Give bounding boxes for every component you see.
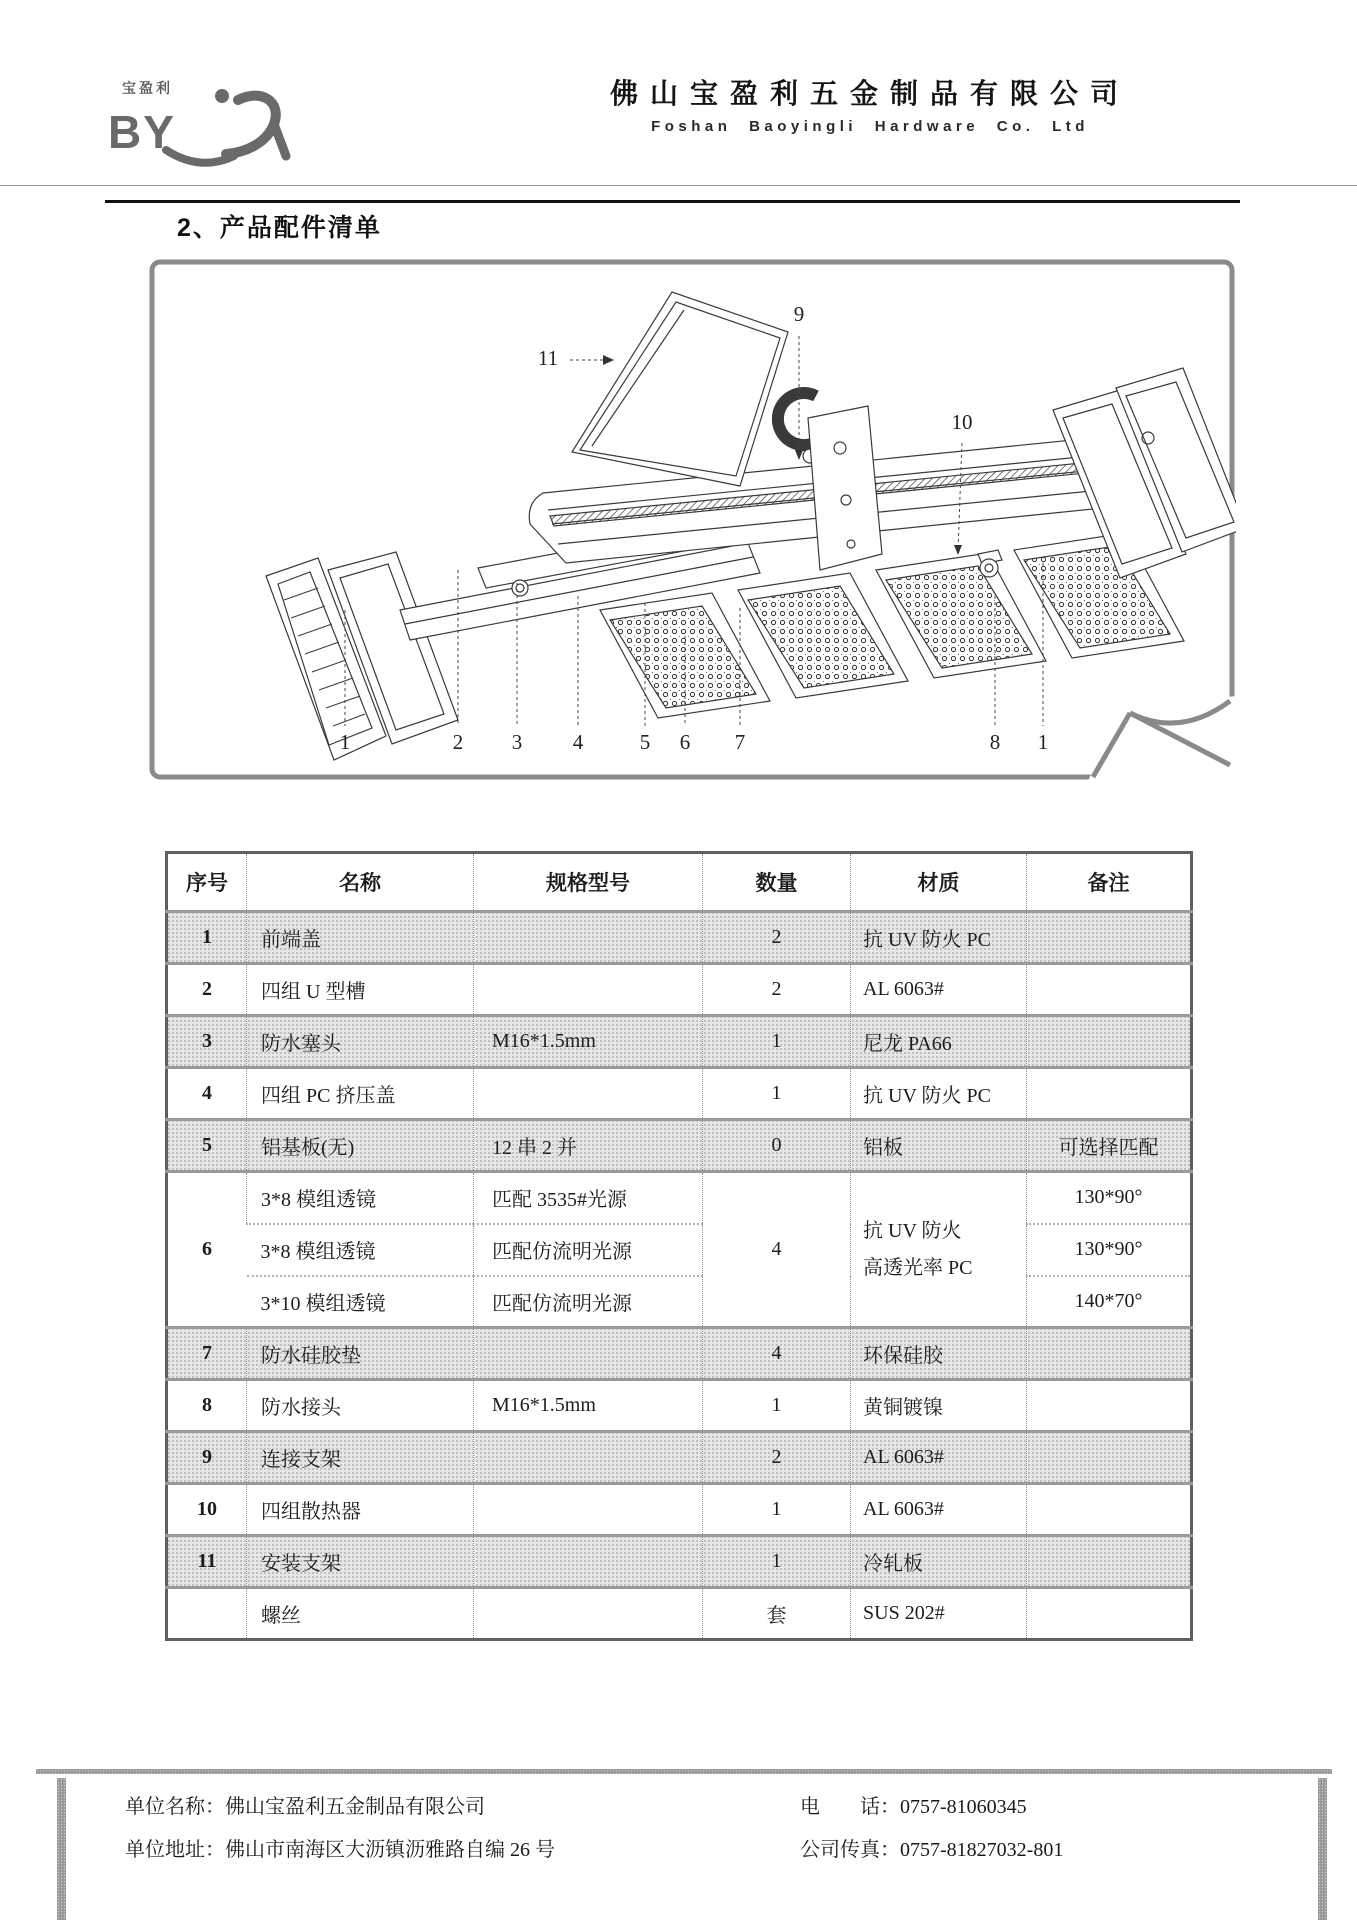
- table-row: 7 防水硅胶垫 4 环保硅胶: [167, 1328, 1192, 1380]
- table-row: 8 防水接头 M16*1.5mm 1 黄铜镀镍: [167, 1380, 1192, 1432]
- table-header-row: [167, 853, 1192, 912]
- table-row: 1 前端盖 2 抗 UV 防火 PC: [167, 912, 1192, 964]
- table-row: 5 铝基板(无) 12 串 2 并 0 铝板 可选择匹配: [167, 1120, 1192, 1172]
- col-header-material: 材质: [851, 853, 1027, 912]
- callout-2: 2: [452, 730, 464, 754]
- row-6-material: 抗 UV 防火 高透光率 PC: [851, 1172, 1027, 1328]
- table-row: 2 四组 U 型槽 2 AL 6063#: [167, 964, 1192, 1016]
- footer-fax: 公司传真：0757-81827032-801: [800, 1839, 1064, 1861]
- header-divider-thin: [0, 185, 1357, 186]
- footer-top-bar: [36, 1769, 1332, 1774]
- footer-right-bar: [1318, 1778, 1327, 1920]
- col-header-name: 名称: [247, 853, 474, 912]
- table-row: 螺丝 套 SUS 202#: [167, 1588, 1192, 1640]
- table-row-6-sub-1: 6 3*8 模组透镜 匹配 3535#光源 4 抗 UV 防火 高透光率 PC 130*90°: [167, 1172, 1192, 1224]
- table-row-6-sub-3: 3*10 模组透镜 匹配仿流明光源 140*70°: [167, 1276, 1192, 1328]
- col-header-spec: 规格型号: [474, 853, 703, 912]
- callout-11: 11: [537, 346, 559, 370]
- callout-3: 3: [511, 730, 523, 754]
- footer-company-name: 单位名称：佛山宝盈利五金制品有限公司: [125, 1796, 485, 1818]
- table-row: 10 四组散热器 1 AL 6063#: [167, 1484, 1192, 1536]
- parts-list-table: [165, 851, 1193, 1641]
- company-name-block: [560, 72, 1180, 135]
- company-logo: [100, 70, 310, 170]
- footer-left-bar: [57, 1778, 66, 1920]
- svg-text:BY: BY: [108, 106, 176, 158]
- callout-4: 4: [572, 730, 584, 754]
- table-row: 11 安装支架 1 冷轧板: [167, 1536, 1192, 1588]
- callout-1b: 1: [1037, 730, 1049, 754]
- callout-1: 1: [339, 730, 351, 754]
- callout-5: 5: [639, 730, 651, 754]
- callout-8: 8: [989, 730, 1001, 754]
- header-divider-thick: [105, 200, 1240, 203]
- callout-9: 9: [793, 302, 805, 326]
- product-figure: [148, 258, 1236, 786]
- col-header-no: 序号: [167, 853, 247, 912]
- callout-6: 6: [679, 730, 691, 754]
- table-row: 4 四组 PC 挤压盖 1 抗 UV 防火 PC: [167, 1068, 1192, 1120]
- table-row: 3 防水塞头 M16*1.5mm 1 尼龙 PA66: [167, 1016, 1192, 1068]
- logo-cn-text: 宝盈利: [122, 80, 173, 96]
- callout-10: 10: [951, 410, 973, 434]
- company-name-en: Foshan Baoyingli Hardware Co. Ltd: [651, 118, 1089, 135]
- product-exploded-drawing: [148, 258, 1236, 786]
- col-header-qty: 数量: [703, 853, 851, 912]
- callout-7: 7: [734, 730, 746, 754]
- company-name-cn: 佛山宝盈利五金制品有限公司: [609, 78, 1130, 109]
- table-row-6-sub-2: 3*8 模组透镜 匹配仿流明光源 130*90°: [167, 1224, 1192, 1276]
- col-header-note: 备注: [1027, 853, 1192, 912]
- section-title: 2、产品配件清单: [177, 214, 382, 242]
- footer-phone: 电 话：0757-81060345: [800, 1796, 1027, 1818]
- table-row: 9 连接支架 2 AL 6063#: [167, 1432, 1192, 1484]
- footer-address: 单位地址：佛山市南海区大沥镇沥雅路自编 26 号: [125, 1839, 555, 1861]
